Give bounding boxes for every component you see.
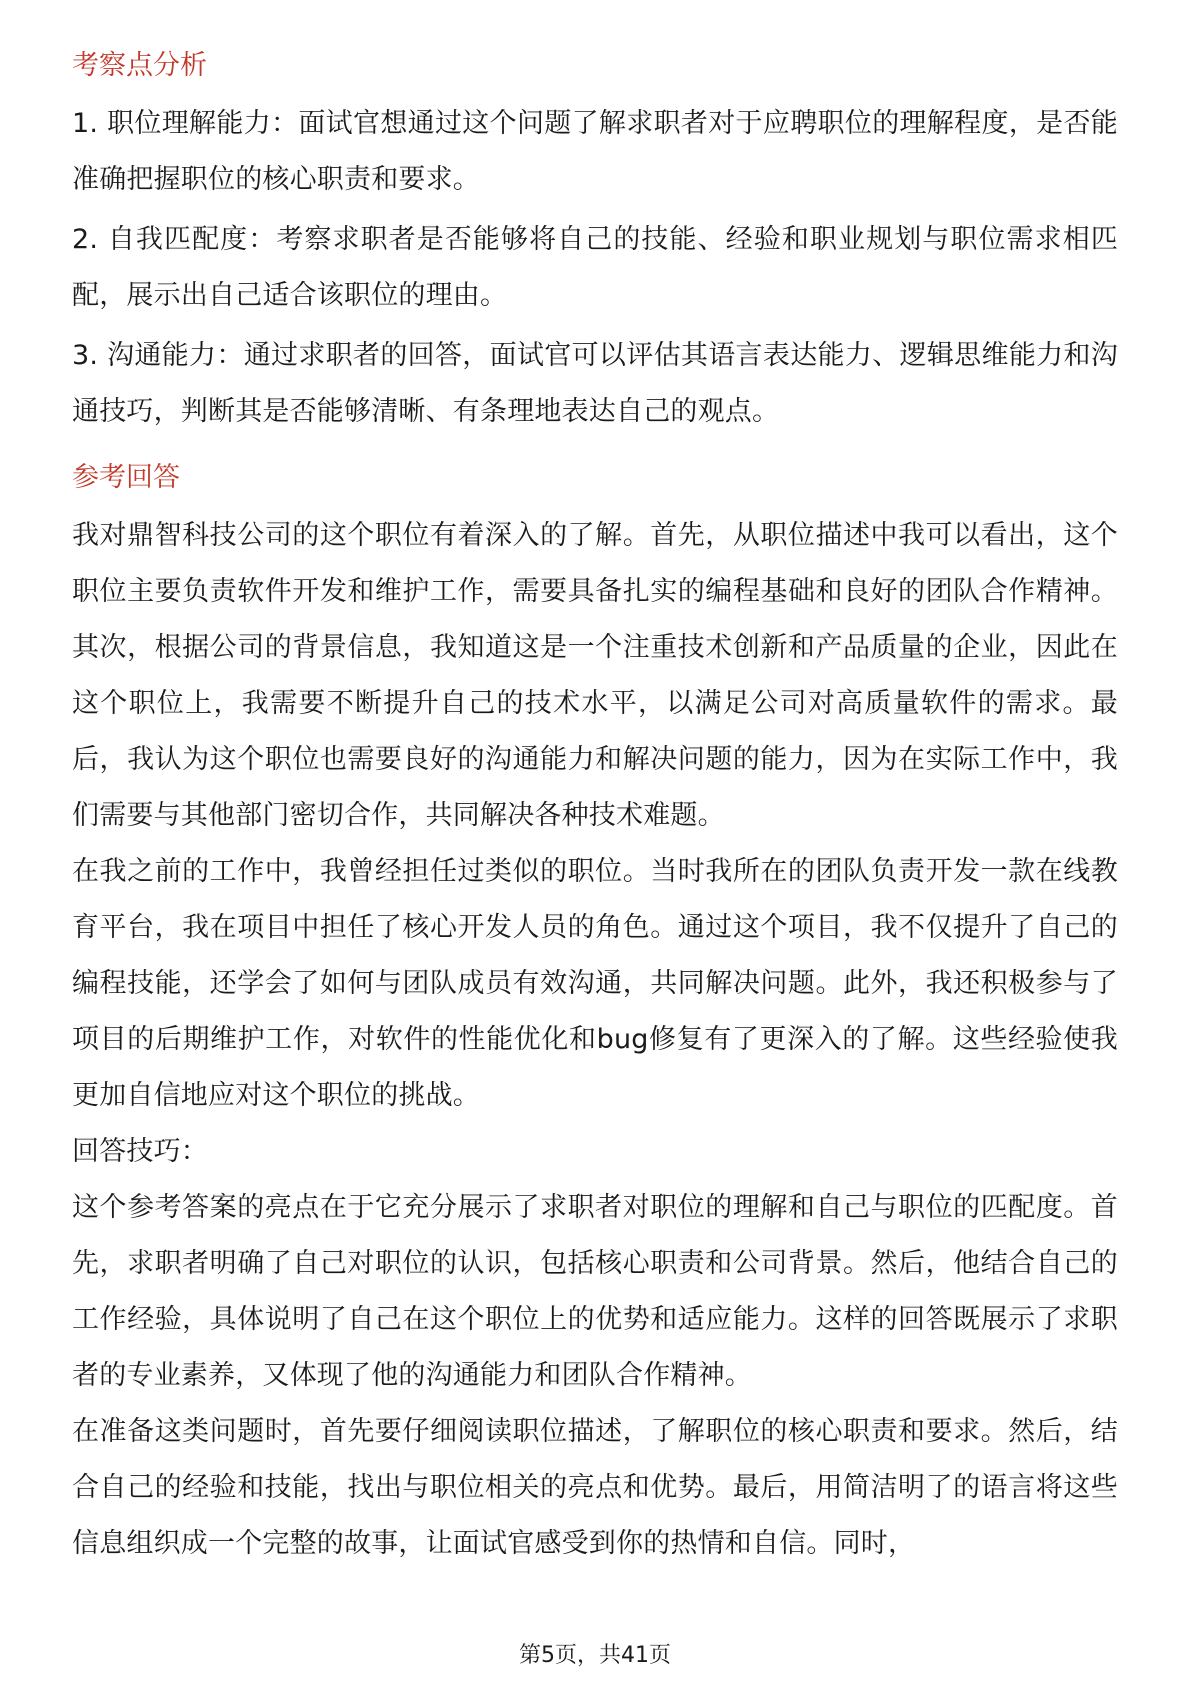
reference-paragraph: 我对鼎智科技公司的这个职位有着深入的了解。首先，从职位描述中我可以看出，这个职位主要负责软件开发和维护工作，需要具备扎实的编程基础和良好的团队合作精神。其次，根据公司的背景信息，我知道这是一个注重技术创新和产品质量的企业，因此在这个职位上，我需要不断提升自己的技术水平，以满足公司对高质量软件的需求。最后，我认为这个职位也需要良好的沟通能力和解决问题的能力，因为在实际工作中，我们需要与其他部门密切合作，共同解决各种技术难题。	[72, 520, 1118, 831]
tips-paragraph: 这个参考答案的亮点在于它充分展示了求职者对职位的理解和自己与职位的匹配度。首先，求职者明确了自己对职位的认识，包括核心职责和公司背景。然后，他结合自己的工作经验，具体说明了自己在这个职位上的优势和适应能力。这样的回答既展示了求职者的专业素养，又体现了他的沟通能力和团队合作精神。	[72, 1192, 1118, 1391]
analysis-item: 3. 沟通能力：通过求职者的回答，面试官可以评估其语言表达能力、逻辑思维能力和沟通技巧，判断其是否能够清晰、有条理地表达自己的观点。	[72, 340, 1118, 427]
document-page	[72, 46, 1118, 1572]
analysis-item: 2. 自我匹配度：考察求职者是否能够将自己的技能、经验和职业规划与职位需求相匹配，展示出自己适合该职位的理由。	[72, 224, 1118, 311]
tips-label: 回答技巧：	[72, 1136, 208, 1167]
reference-heading: 参考回答	[72, 462, 180, 493]
tips-paragraph: 在准备这类问题时，首先要仔细阅读职位描述，了解职位的核心职责和要求。然后，结合自己的经验和技能，找出与职位相关的亮点和优势。最后，用简洁明了的语言将这些信息组织成一个完整的故事，让面试官感受到你的热情和自信。同时，	[72, 1416, 1118, 1559]
reference-paragraph: 在我之前的工作中，我曾经担任过类似的职位。当时我所在的团队负责开发一款在线教育平台，我在项目中担任了核心开发人员的角色。通过这个项目，我不仅提升了自己的编程技能，还学会了如何与团队成员有效沟通，共同解决问题。此外，我还积极参与了项目的后期维护工作，对软件的性能优化和bug修复有了更深入的了解。这些经验使我更加自信地应对这个职位的挑战。	[72, 856, 1118, 1111]
page-number: 第5页，共41页	[519, 1643, 671, 1668]
analysis-item: 1. 职位理解能力：面试官想通过这个问题了解求职者对于应聘职位的理解程度，是否能准确把握职位的核心职责和要求。	[72, 108, 1118, 195]
analysis-heading: 考察点分析	[72, 50, 207, 81]
